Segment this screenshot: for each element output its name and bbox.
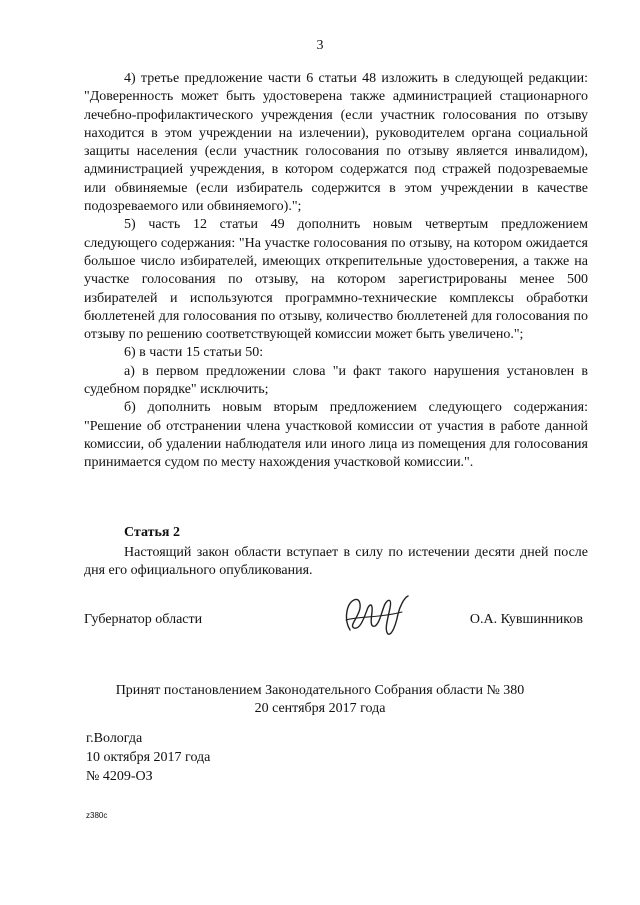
place-date-block [86,729,210,786]
article-2-text-block [84,544,588,581]
amendment-item-6b: б) дополнить новым вторым предложением следующего содержания: "Решение об отстранении члена участковой комиссии от участия в работе данной комиссии, об удалении наблюдателя или иного лица из помещения для голосования принимается судом по месту нахождения участковой комиссии.". [84,400,588,471]
handwritten-signature [340,590,412,645]
adoption-line-2: 20 сентября 2017 года [254,701,386,717]
adoption-note [0,682,640,719]
law-number: № 4209-ОЗ [86,769,153,784]
amendment-item-4: 4) третье предложение части 6 статьи 48 изложить в следующей редакции: "Доверенность может быть удостоверена также администрацией стационарного лечебно-профилактического учреждения (если участник голосования по отзыву находится в этом учреждении на излечении), руководителем органа социальной защиты населения (если участник голосования по отзыву является инвалидом), администрацией учреждения, в котором содержатся под стражей подозреваемые или обвиняемые (если избиратель содержится в этом учреждении в качестве подозреваемого или обвиняемого)."; [84,71,588,215]
amendments-block [84,70,588,473]
adoption-line-1: Принят постановлением Законодательного Собрания области № 380 [115,683,525,698]
amendment-item-6: 6) в части 15 статьи 50: [124,345,264,361]
page-number: 3 [316,38,324,53]
amendment-item-6a: а) в первом предложении слова "и факт такого нарушения установлен в судебном порядке" исключить; [84,363,588,398]
place: г.Вологда [86,731,143,746]
signing-date: 10 октября 2017 года [86,750,211,765]
article-2-text: Настоящий закон области вступает в силу по истечении десяти дней после дня его официального опубликования. [84,545,588,579]
governor-name: О.А. Кувшинников [469,612,583,627]
article-2-heading: Статья 2 [124,525,180,540]
amendment-item-5: 5) часть 12 статьи 49 дополнить новым четвертым предложением следующего содержания: "На участке голосования по отзыву, на котором ожидается большое число избирателей, имеющих открепительные удостоверения, а также на участке голосования по отзыву, на котором зарегистрированы менее 500 избирателей и используются программно-технические комплексы обработки бюллетеней для голосования по отзыву, количество бюллетеней для голосования по отзыву по решению соответствующей комиссии может быть увеличено."; [84,217,588,343]
document-code: z380c [86,811,108,820]
governor-title: Губернатор области [84,612,203,627]
